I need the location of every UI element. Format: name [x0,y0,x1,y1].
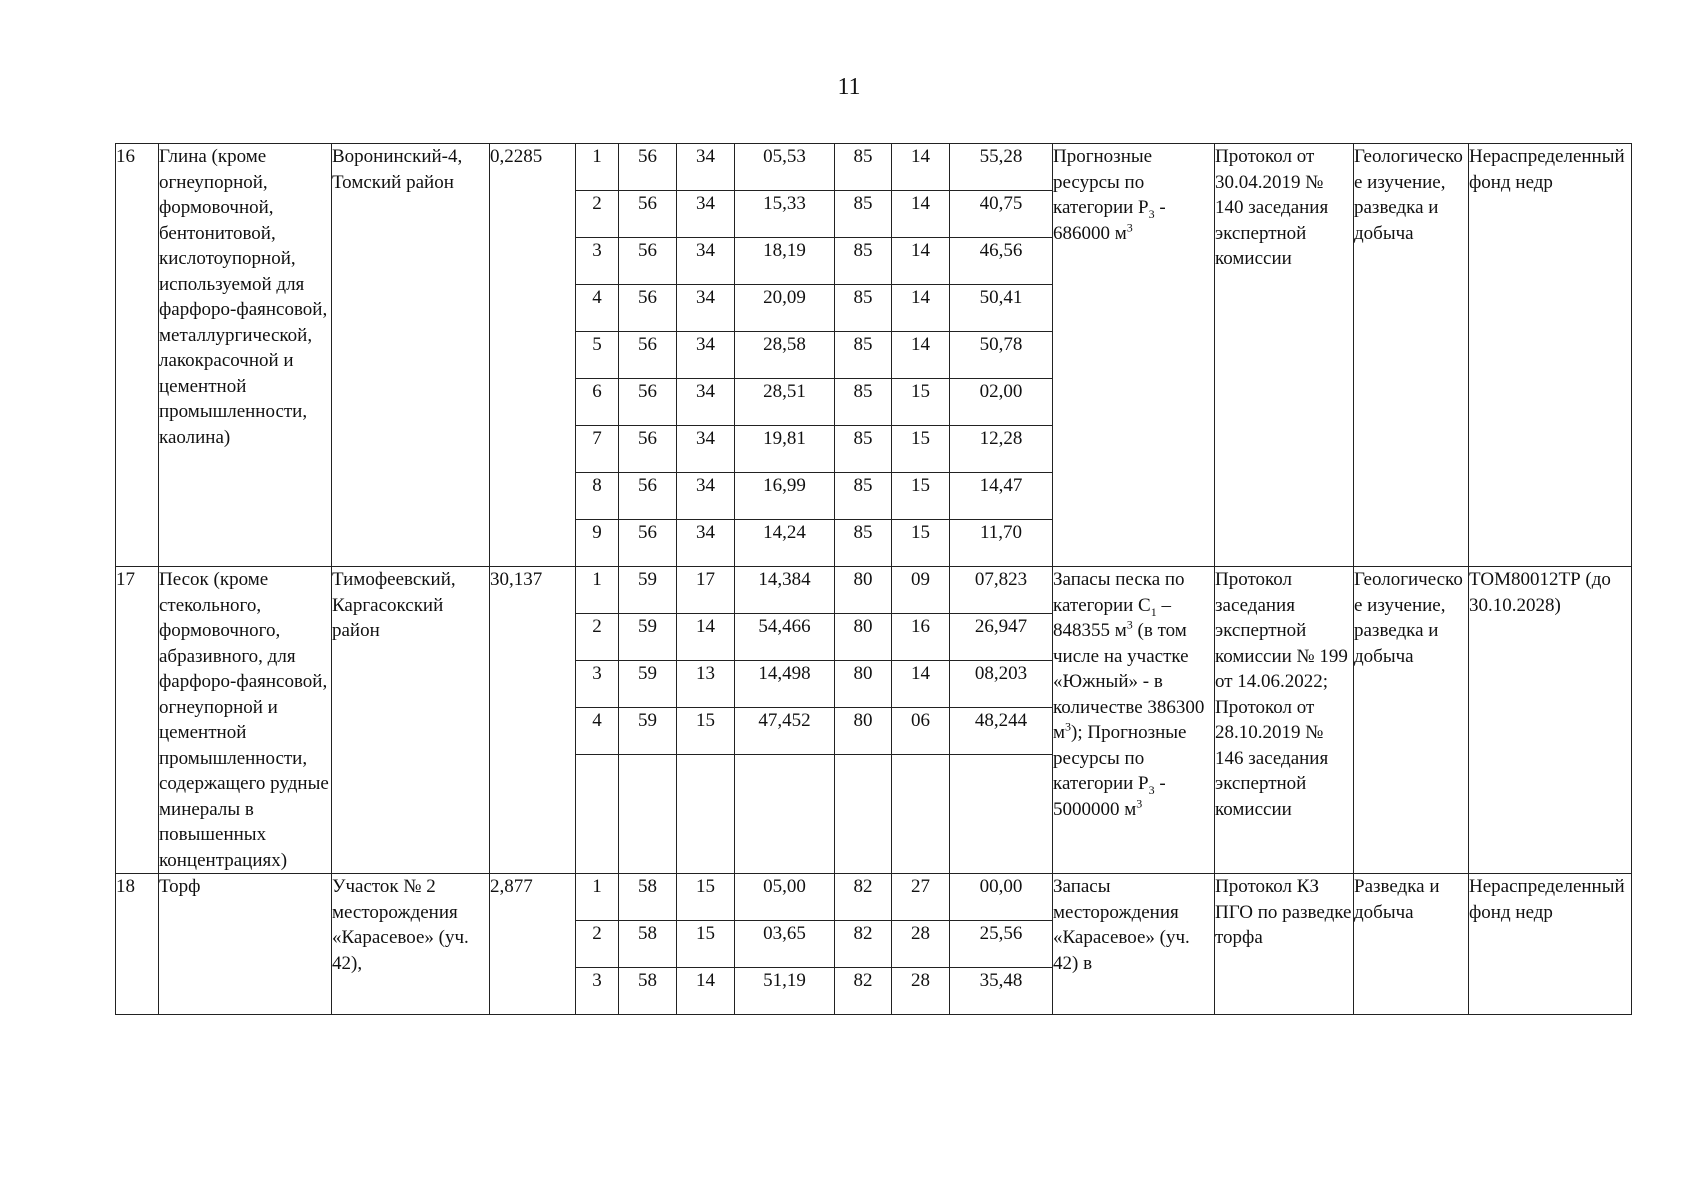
lat-seconds-cell [735,968,835,1015]
lat-seconds-cell [735,379,835,426]
lat-degrees: 58 [638,970,657,991]
lon-degrees-cell [835,567,892,614]
point-number: 6 [592,381,602,402]
resources-info [1053,874,1215,1015]
lat-seconds: 03,65 [763,923,806,944]
lat-minutes-cell [677,921,735,968]
lat-degrees-cell [619,708,677,755]
point-number-cell [576,874,619,921]
lon-degrees-cell [835,921,892,968]
point-number: 3 [592,240,602,261]
point-number: 2 [592,923,602,944]
table-row [116,874,1632,921]
resources-text: Прогнозные ресурсы по категории Р [1053,146,1153,218]
resources-text: Запасы песка по категории С [1053,569,1185,616]
lon-seconds-cell [950,379,1053,426]
lat-minutes: 14 [696,616,715,637]
lon-degrees: 80 [853,663,873,684]
cubic-superscript: 3 [1136,796,1143,811]
lon-degrees: 80 [853,616,873,637]
lon-minutes: 15 [911,381,930,402]
lat-minutes: 34 [696,146,715,167]
lon-minutes: 28 [911,970,930,991]
lat-seconds-cell [735,144,835,191]
lat-degrees-cell [619,238,677,285]
empty-cell [892,755,950,874]
lon-minutes-cell [892,968,950,1015]
point-number-cell [576,473,619,520]
lat-seconds-cell [735,473,835,520]
lon-minutes: 06 [911,710,930,731]
lat-minutes-cell [677,614,735,661]
resources-text: ); Прогнозные ресурсы по категории Р [1053,722,1187,794]
table-row [116,567,1632,614]
lat-seconds: 15,33 [763,193,806,214]
lat-seconds: 14,24 [763,522,806,543]
lon-seconds: 50,41 [979,287,1023,308]
point-number: 2 [592,193,602,214]
lon-seconds: 50,78 [979,334,1023,355]
lat-seconds: 47,452 [758,710,811,731]
lat-minutes: 34 [696,334,715,355]
protocol-info: Протокол КЗ ПГО по разведке торфа [1215,874,1354,1015]
lat-degrees: 56 [638,146,657,167]
lon-degrees: 85 [853,428,873,449]
point-number-cell [576,285,619,332]
point-number: 3 [592,663,602,684]
lon-minutes: 09 [911,569,930,590]
point-number-cell [576,567,619,614]
point-number-cell [576,379,619,426]
usage-purpose: Разведка и добыча [1354,874,1469,1015]
lon-degrees: 85 [853,522,873,543]
point-number-cell [576,708,619,755]
lon-degrees: 82 [853,876,873,897]
point-number: 5 [592,334,602,355]
lon-minutes: 14 [911,193,930,214]
lat-seconds: 14,384 [758,569,811,590]
lon-seconds: 25,56 [979,923,1023,944]
lon-degrees-cell [835,661,892,708]
lat-seconds: 54,466 [758,616,811,637]
lat-degrees-cell [619,191,677,238]
lon-seconds-cell [950,285,1053,332]
lat-degrees: 59 [638,616,657,637]
mineral-name: Торф [159,874,332,1015]
lat-degrees-cell [619,520,677,567]
lon-seconds: 12,28 [979,428,1023,449]
empty-cell [950,755,1053,874]
lon-degrees: 82 [853,923,873,944]
lat-seconds-cell [735,285,835,332]
site-location: Участок № 2 месторождения «Карасевое» (уч. 42), [332,874,490,1015]
lon-minutes-cell [892,473,950,520]
lat-degrees-cell [619,567,677,614]
lon-seconds: 11,70 [979,522,1023,543]
lat-seconds: 18,19 [763,240,806,261]
license-info: Нераспределенный фонд недр [1469,144,1632,567]
lon-minutes: 14 [911,240,930,261]
lon-seconds-cell [950,874,1053,921]
lat-minutes-cell [677,191,735,238]
lon-seconds-cell [950,332,1053,379]
lat-minutes-cell [677,144,735,191]
lat-degrees: 58 [638,923,657,944]
empty-cell [677,755,735,874]
point-number-cell [576,191,619,238]
lon-degrees-cell [835,968,892,1015]
lat-seconds-cell [735,191,835,238]
lat-minutes-cell [677,661,735,708]
lon-seconds: 14,47 [979,475,1023,496]
lon-seconds: 55,28 [979,146,1023,167]
lat-degrees: 59 [638,663,657,684]
resources-text: (в том числе на участке «Южный» - в количестве 386300 м [1053,620,1205,743]
lat-degrees-cell [619,661,677,708]
point-number-cell [576,520,619,567]
lon-minutes: 15 [911,475,930,496]
license-info: Нераспределенный фонд недр [1469,874,1632,1015]
cubic-superscript: 3 [1065,719,1072,734]
lat-minutes: 34 [696,240,715,261]
point-number: 9 [592,522,602,543]
lon-degrees: 85 [853,475,873,496]
lat-minutes-cell [677,238,735,285]
lon-minutes-cell [892,332,950,379]
lat-seconds-cell [735,238,835,285]
usage-purpose: Геологическое изучение, разведка и добыча [1354,144,1469,567]
lat-seconds-cell [735,520,835,567]
row-number: 18 [116,874,159,1015]
lat-seconds-cell [735,661,835,708]
empty-cell [619,755,677,874]
lat-seconds-cell [735,921,835,968]
lat-minutes: 34 [696,522,715,543]
point-number-cell [576,921,619,968]
lon-minutes-cell [892,238,950,285]
lon-minutes-cell [892,567,950,614]
lon-seconds-cell [950,921,1053,968]
lat-degrees: 56 [638,381,657,402]
point-number: 1 [592,146,602,167]
lon-degrees: 85 [853,334,873,355]
protocol-info: Протокол от 30.04.2019 № 140 заседания экспертной комиссии [1215,144,1354,567]
lon-degrees: 85 [853,287,873,308]
lat-seconds: 05,00 [763,876,806,897]
subsoil-sites-table [115,143,1632,1015]
lon-degrees: 85 [853,381,873,402]
lon-seconds-cell [950,144,1053,191]
lat-minutes-cell [677,332,735,379]
page-number: 11 [837,74,861,100]
lat-minutes: 34 [696,381,715,402]
row-number: 16 [116,144,159,567]
empty-cell [835,755,892,874]
lat-minutes: 14 [696,970,715,991]
lat-minutes: 13 [696,663,715,684]
lon-seconds: 07,823 [974,569,1028,590]
lat-seconds-cell [735,708,835,755]
usage-purpose: Геологическое изучение, разведка и добыча [1354,567,1469,874]
lon-degrees: 80 [853,710,873,731]
lon-minutes: 16 [911,616,930,637]
site-area: 0,2285 [490,144,576,567]
site-location: Тимофеевский, Каргасокский район [332,567,490,874]
lon-degrees-cell [835,874,892,921]
point-number-cell [576,238,619,285]
resources-category-index: 3 [1148,782,1155,797]
lat-minutes: 15 [696,710,715,731]
lon-degrees: 80 [853,569,873,590]
lon-degrees-cell [835,614,892,661]
site-area: 30,137 [490,567,576,874]
resources-text: - 686000 м [1053,197,1166,244]
point-number: 8 [592,475,602,496]
resources-text: – 848355 м [1053,594,1171,641]
lon-degrees-cell [835,708,892,755]
lat-minutes: 34 [696,428,715,449]
lat-degrees: 56 [638,287,657,308]
lon-seconds-cell [950,614,1053,661]
lat-degrees-cell [619,379,677,426]
lat-seconds-cell [735,614,835,661]
point-number-cell [576,968,619,1015]
lon-degrees-cell [835,238,892,285]
lon-degrees-cell [835,285,892,332]
lon-seconds-cell [950,473,1053,520]
lon-seconds: 46,56 [979,240,1023,261]
lat-seconds-cell [735,426,835,473]
lat-degrees: 56 [638,334,657,355]
lon-seconds: 02,00 [979,381,1023,402]
lon-minutes: 14 [911,334,930,355]
lon-degrees-cell [835,426,892,473]
lat-degrees-cell [619,473,677,520]
lon-minutes-cell [892,285,950,332]
table-row [116,144,1632,191]
lat-seconds-cell [735,874,835,921]
lon-seconds-cell [950,520,1053,567]
lat-minutes: 15 [696,876,715,897]
lon-minutes-cell [892,379,950,426]
lon-minutes: 28 [911,923,930,944]
point-number-cell [576,614,619,661]
lat-minutes-cell [677,379,735,426]
lat-seconds: 20,09 [763,287,806,308]
lat-degrees: 56 [638,522,657,543]
mineral-name: Песок (кроме стекольного, формовочного, абразивного, для фарфоро-фаянсовой, огнеупорной и цементной промышленности, содержащего рудные минералы в повышенных концентрациях) [159,567,332,874]
lat-seconds: 28,58 [763,334,806,355]
mineral-name: Глина (кроме огнеупорной, формовочной, бентонитовой, кислотоупорной, используемой для фарфоро-фаянсовой, металлургической, лакокрасочной и цементной промышленности, каолина) [159,144,332,567]
lat-degrees-cell [619,426,677,473]
point-number: 4 [592,287,602,308]
resources-text: Запасы месторождения «Карасевое» (уч. 42) в [1053,876,1190,974]
lon-seconds: 35,48 [979,970,1023,991]
lon-seconds: 08,203 [974,663,1028,684]
lat-degrees-cell [619,921,677,968]
lon-minutes: 14 [911,146,930,167]
lat-degrees-cell [619,332,677,379]
empty-cell [735,755,835,874]
lon-degrees-cell [835,379,892,426]
resources-category-index: 3 [1148,206,1155,221]
lon-degrees: 82 [853,970,873,991]
lat-degrees: 56 [638,240,657,261]
point-number-cell [576,426,619,473]
lon-degrees: 85 [853,193,873,214]
resources-info [1053,144,1215,567]
lon-minutes: 14 [911,663,930,684]
lon-seconds-cell [950,426,1053,473]
lon-seconds: 00,00 [979,876,1023,897]
lon-minutes: 27 [911,876,930,897]
lon-minutes: 15 [911,428,930,449]
lat-degrees: 56 [638,193,657,214]
lon-degrees-cell [835,332,892,379]
lat-degrees: 59 [638,569,657,590]
lat-degrees: 59 [638,710,657,731]
lat-seconds: 51,19 [763,970,806,991]
lat-minutes-cell [677,520,735,567]
lon-minutes: 14 [911,287,930,308]
resources-category-index: 1 [1150,604,1157,619]
lon-minutes-cell [892,144,950,191]
point-number: 4 [592,710,602,731]
site-location: Воронинский-4, Томский район [332,144,490,567]
lon-minutes-cell [892,921,950,968]
lat-minutes-cell [677,874,735,921]
lon-seconds: 26,947 [974,616,1028,637]
lat-degrees-cell [619,968,677,1015]
lon-minutes-cell [892,708,950,755]
empty-cell [576,755,619,874]
lon-degrees-cell [835,473,892,520]
lon-minutes-cell [892,191,950,238]
lat-minutes: 34 [696,287,715,308]
lon-seconds: 48,244 [974,710,1028,731]
lon-seconds-cell [950,968,1053,1015]
lon-degrees: 85 [853,240,873,261]
lat-seconds: 14,498 [758,663,811,684]
lon-seconds: 40,75 [979,193,1023,214]
lon-minutes-cell [892,520,950,567]
point-number: 3 [592,970,602,991]
lat-minutes-cell [677,968,735,1015]
point-number: 1 [592,876,602,897]
lat-minutes: 34 [696,475,715,496]
point-number-cell [576,332,619,379]
point-number: 7 [592,428,602,449]
lon-degrees-cell [835,144,892,191]
lat-minutes-cell [677,708,735,755]
lat-minutes-cell [677,473,735,520]
point-number: 2 [592,616,602,637]
lat-minutes: 15 [696,923,715,944]
lon-minutes: 15 [911,522,930,543]
lat-minutes: 34 [696,193,715,214]
lat-seconds-cell [735,567,835,614]
lat-degrees: 58 [638,876,657,897]
lat-seconds: 19,81 [763,428,806,449]
lat-degrees: 56 [638,475,657,496]
lat-minutes-cell [677,567,735,614]
lon-seconds-cell [950,661,1053,708]
lat-minutes-cell [677,426,735,473]
point-number-cell [576,144,619,191]
lat-minutes-cell [677,285,735,332]
lat-seconds: 05,53 [763,146,806,167]
lon-seconds-cell [950,191,1053,238]
lon-minutes-cell [892,614,950,661]
license-info: ТОМ80012ТР (до 30.10.2028) [1469,567,1632,874]
lat-seconds: 16,99 [763,475,806,496]
resources-text: - 5000000 м [1053,773,1166,820]
lat-minutes: 17 [696,569,715,590]
lat-degrees-cell [619,614,677,661]
lat-degrees-cell [619,285,677,332]
row-number: 17 [116,567,159,874]
point-number-cell [576,661,619,708]
lon-seconds-cell [950,238,1053,285]
lon-degrees: 85 [853,146,873,167]
lon-minutes-cell [892,426,950,473]
lon-degrees-cell [835,520,892,567]
lat-seconds: 28,51 [763,381,806,402]
protocol-info: Протокол заседания экспертной комиссии № 199 от 14.06.2022; Протокол от 28.10.2019 № 146 заседания экспертной комиссии [1215,567,1354,874]
lon-degrees-cell [835,191,892,238]
lat-degrees-cell [619,144,677,191]
point-number: 1 [592,569,602,590]
resources-info [1053,567,1215,874]
lat-degrees-cell [619,874,677,921]
lat-seconds-cell [735,332,835,379]
lon-minutes-cell [892,661,950,708]
lon-seconds-cell [950,708,1053,755]
cubic-superscript: 3 [1126,220,1133,235]
lon-seconds-cell [950,567,1053,614]
cubic-superscript: 3 [1126,617,1133,632]
lat-degrees: 56 [638,428,657,449]
site-area: 2,877 [490,874,576,1015]
lon-minutes-cell [892,874,950,921]
